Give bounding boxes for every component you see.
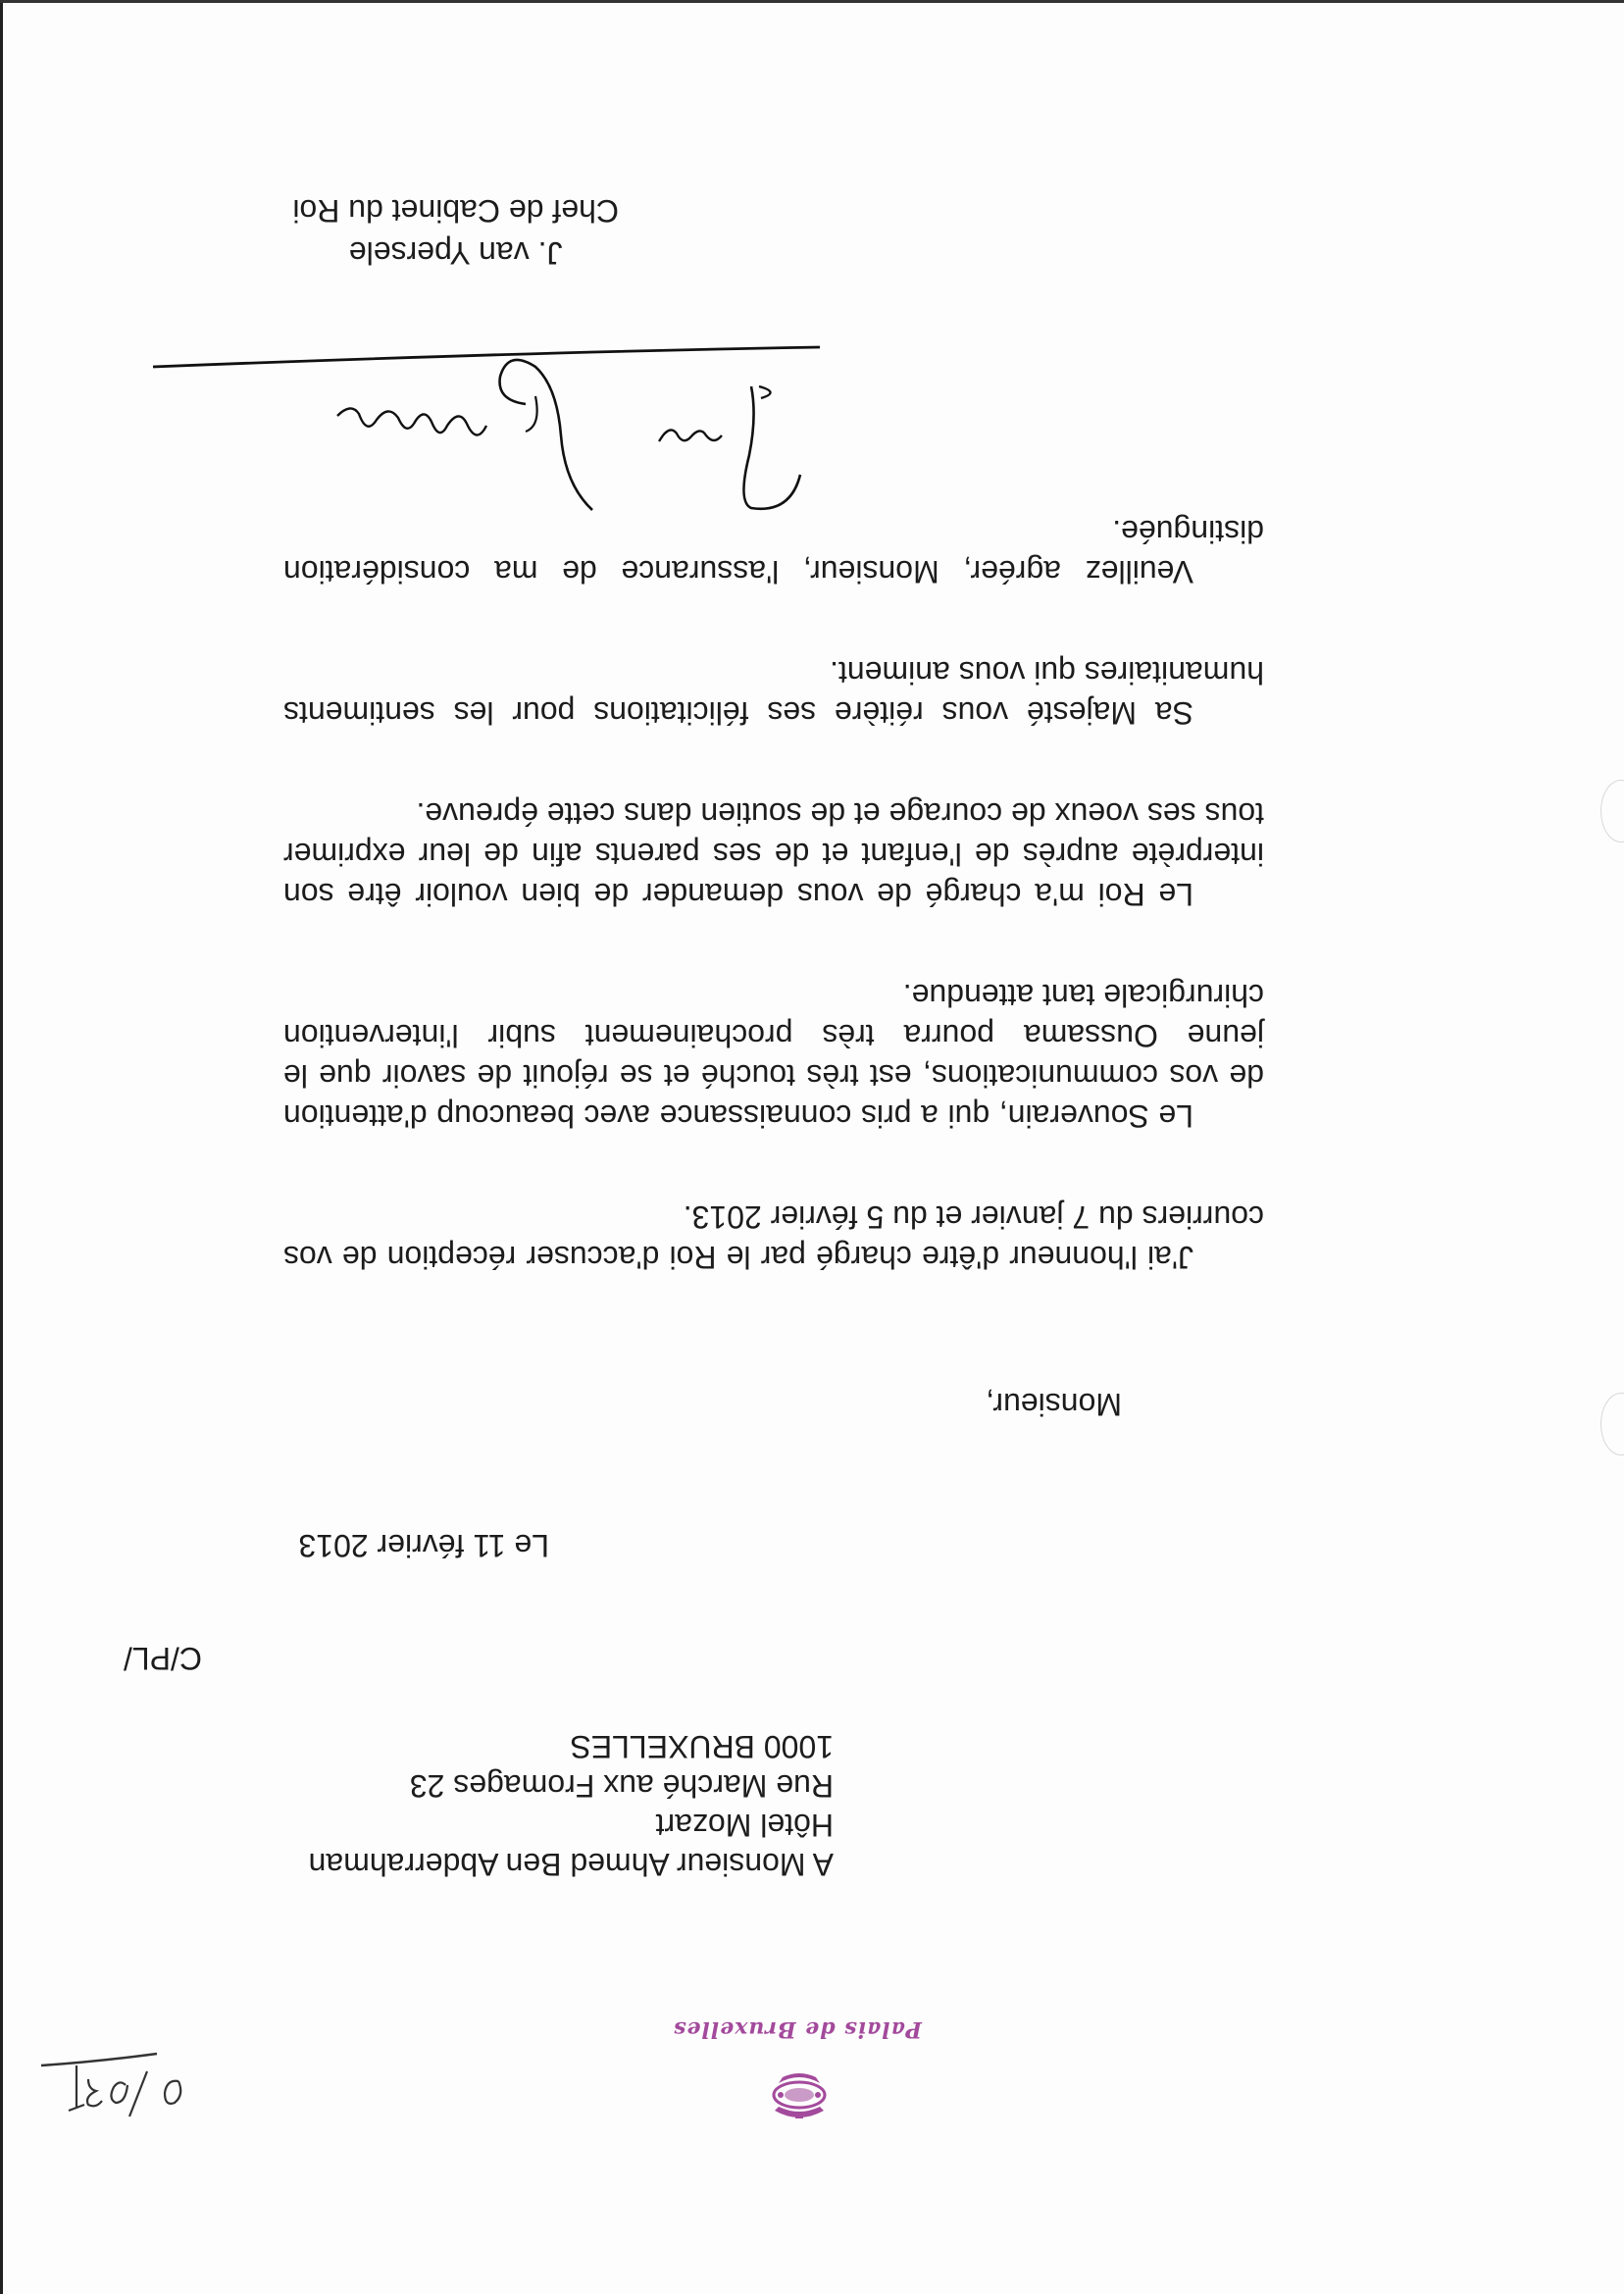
signatory-title: Chef de Cabinet du Roi	[292, 193, 619, 229]
body-paragraph: Le Souverain, qui a pris connaissance avec beaucoup d'attention de vos communications, est très touché et se réjouit de savoir que le jeune Oussama pourra très prochainement subir l'intervention chirurgicale tant attendue.	[283, 978, 1264, 1134]
signatory-name: J. van Ypersele	[348, 235, 563, 271]
reference-code: C/PL/	[123, 1641, 202, 1676]
letter-date: Le 11 février 2013	[298, 1528, 549, 1563]
address-line: A Monsieur Ahmed Ben Abderrahman	[308, 1847, 834, 1882]
body-paragraph: Sa Majesté vous réitère ses félicitations pour les sentiments humanitaires qui vous animent.	[283, 655, 1264, 731]
letterhead-title: Palais de Bruxelles	[673, 2016, 922, 2042]
punch-hole-mark	[1600, 1393, 1624, 1455]
closing-paragraph: Veuillez agréer, Monsieur, l'assurance de ma considération distinguée.	[283, 514, 1264, 589]
salutation: Monsieur,	[986, 1387, 1122, 1422]
signatory-block	[292, 189, 619, 274]
handwritten-signature	[153, 288, 820, 514]
body-paragraph: Le Roi m'a chargé de vous demander de bien vouloir être son interprète auprès de l'enfant et de ses parents afin de leur exprimer tous ses voeux de courage et de soutien dans cette épreuve.	[283, 796, 1264, 912]
address-line: Hôtel Mozart	[655, 1808, 834, 1843]
address-line: 1000 BRUXELLES	[570, 1729, 834, 1764]
handwritten-reference-mark	[39, 2034, 186, 2122]
punch-hole-mark	[1600, 780, 1624, 842]
address-line: Rue Marché aux Fromages 23	[409, 1768, 834, 1804]
letter-body	[283, 511, 1264, 1277]
recipient-address	[309, 1727, 834, 1884]
body-paragraph: J'ai l'honneur d'être chargé par le Roi d'accuser réception de vos courriers du 7 janvier et du 5 février 2013.	[283, 1199, 1264, 1275]
royal-crest-icon	[769, 2069, 830, 2120]
scan-edge	[0, 0, 3, 2294]
scan-edge-bottom	[0, 0, 1624, 3]
